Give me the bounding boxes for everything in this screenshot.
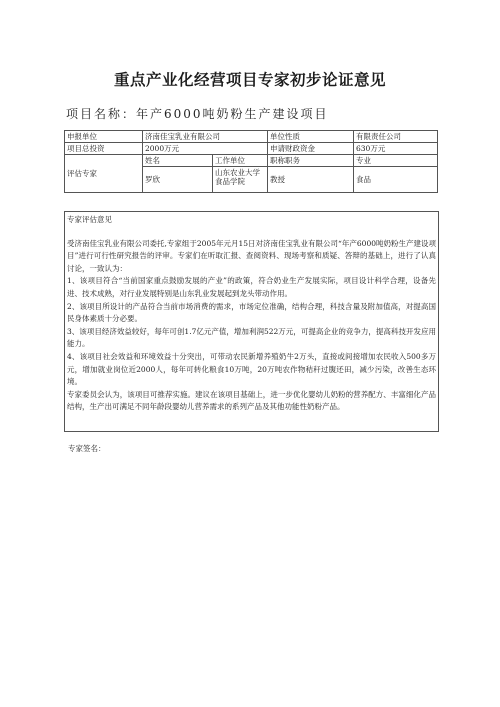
table-row [65, 155, 438, 167]
col-header-title: 职称职务 [268, 155, 354, 167]
fiscal-fund-label: 申请财政资金 [268, 143, 354, 155]
opinion-paragraph-conclusion: 专家委员会认为，该项目可推荐实施。建议在该项目基础上，进一步优化婴幼儿奶粉的营养配方、丰富细化产品结构，生产出可满足不同年龄段婴幼儿营养需求的系列产品及其他功能性奶粉产品。 [67, 389, 436, 412]
opinion-paragraph-3: 3、该项目经济效益较好，每年可创1.7亿元产值，增加利润522万元，可提高企业的竞争力，提高科技开发应用能力。 [67, 326, 436, 349]
expert-signature-label: 专家签名： [68, 444, 106, 453]
opinion-paragraph-intro: 受济南佳宝乳业有限公司委托,专家组于2005年元月15日对济南佳宝乳业有限公司“年产6000吨奶粉生产建设项目”进行可行性研究报告的评审。专家们在听取汇报、查阅资料、现场考察和质疑、答辩的基础上，进行了认真讨论，一致认为： [67, 238, 436, 273]
table-row [65, 131, 438, 143]
expert-opinion-box [64, 211, 439, 432]
project-name-label: 项目名称： [66, 107, 137, 121]
applicant-label: 申报单位 [65, 131, 143, 143]
opinion-heading: 专家评估意见 [67, 215, 112, 224]
opinion-paragraph-4: 4、该项目社会效益和环境效益十分突出，可带动农民新增养殖奶牛2万头，直接或间接增加农民收入500多万元，增加就业岗位近2000人，每年可转化粮食10万吨，20万吨农作物秸秆过腹还田，减少污染，改善生态环境。 [67, 351, 436, 387]
col-header-employer: 工作单位 [213, 155, 268, 167]
project-name-line [66, 105, 329, 122]
expert-title: 教授 [268, 167, 354, 193]
unit-type-label: 单位性质 [268, 131, 354, 143]
unit-type-value: 有限责任公司 [354, 131, 438, 143]
expert-specialty: 食品 [354, 167, 438, 193]
experts-label: 评估专家 [65, 155, 143, 193]
applicant-value: 济南佳宝乳业有限公司 [143, 131, 268, 143]
document-title: 重点产业化经营项目专家初步论证意见 [113, 71, 386, 89]
opinion-paragraph-1: 1、该项目符合“当前国家重点鼓励发展的产业”的政策，符合奶业生产发展实际，项目设计科学合理，设备先进、技术成熟，对行业发展特别是山东乳业发展起到龙头带动作用。 [67, 276, 436, 298]
project-info-table [64, 130, 438, 193]
table-row [65, 143, 438, 155]
total-investment-label: 项目总投资 [65, 143, 143, 155]
total-investment-value: 2000万元 [143, 143, 268, 155]
expert-employer: 山东农业大学食品学院 [213, 167, 268, 193]
opinion-paragraph-2: 2、该项目所设计的产品符合当前市场消费的需求，市场定位准确，结构合理，科技含量及附加值高，对提高国民身体素质十分必要。 [67, 301, 436, 324]
fiscal-fund-value: 630万元 [354, 143, 438, 155]
project-name-value: 年产6000吨奶粉生产建设项目 [136, 107, 329, 121]
expert-name: 罗欣 [143, 167, 213, 193]
col-header-specialty: 专业 [354, 155, 438, 167]
col-header-name: 姓名 [143, 155, 213, 167]
